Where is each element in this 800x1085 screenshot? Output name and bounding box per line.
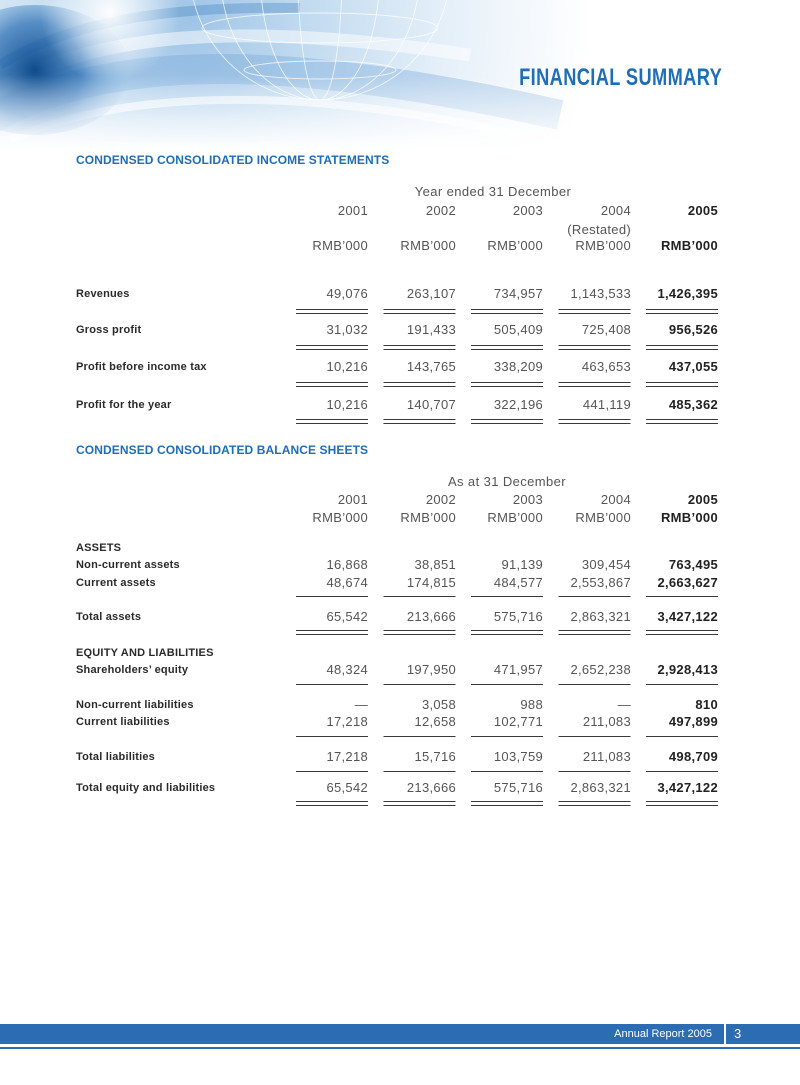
double-underline [296, 630, 718, 635]
value-cell: 2,863,321 [570, 609, 631, 624]
value-cell: 3,427,122 [657, 609, 718, 624]
value-cell: 441,119 [582, 397, 631, 412]
table-row [76, 575, 718, 591]
value-cell: 65,542 [326, 609, 368, 624]
value-cell: 1,426,395 [657, 286, 718, 301]
value-cell: 10,216 [326, 359, 368, 374]
unit-cell: RMB’000 [660, 238, 718, 253]
value-cell: 2,652,238 [570, 662, 631, 677]
row-label: Non-current assets [76, 559, 180, 571]
value-cell: 725,408 [581, 322, 631, 337]
value-cell: 191,433 [406, 322, 456, 337]
table-row [76, 780, 718, 796]
value-cell: 322,196 [493, 397, 543, 412]
unit-cell: RMB’000 [400, 238, 456, 253]
year-header-cell: 2002 [425, 492, 456, 507]
year-header-cell: 2005 [687, 492, 718, 507]
unit-cell: RMB’000 [487, 238, 543, 253]
table-row [76, 557, 718, 573]
value-cell: 463,653 [581, 359, 631, 374]
value-cell: 17,218 [326, 714, 368, 729]
value-cell: 16,868 [326, 557, 368, 572]
value-cell: 988 [520, 697, 543, 712]
double-underline [296, 801, 718, 806]
value-cell: 2,928,413 [657, 662, 718, 677]
report-name: Annual Report 2005 [614, 1028, 712, 1040]
period-label: Year ended 31 December [414, 184, 572, 199]
row-label: Non-current liabilities [76, 699, 194, 711]
row-label: Current assets [76, 577, 156, 589]
value-cell: 174,815 [406, 575, 456, 590]
value-cell: 17,218 [326, 749, 368, 764]
value-cell: 102,771 [493, 714, 543, 729]
single-underline [296, 596, 718, 597]
row-label: Current liabilities [76, 716, 170, 728]
table-row [76, 749, 718, 765]
single-underline [296, 736, 718, 737]
value-cell: — [354, 697, 368, 712]
table-row [76, 662, 718, 678]
value-cell: 497,899 [668, 714, 718, 729]
unit-cell: RMB’000 [312, 510, 368, 525]
value-cell: 437,055 [668, 359, 718, 374]
double-underline [296, 382, 718, 387]
double-underline [296, 309, 718, 314]
unit-cell: RMB’000 [575, 238, 631, 253]
row-label: Gross profit [76, 324, 142, 336]
value-cell: 575,716 [493, 609, 543, 624]
period-label: As at 31 December [447, 474, 567, 489]
value-cell: 65,542 [326, 780, 368, 795]
value-cell: 498,709 [668, 749, 718, 764]
table-row [76, 697, 718, 713]
value-cell: 263,107 [406, 286, 456, 301]
value-cell: 1,143,533 [570, 286, 631, 301]
unit-row [76, 510, 718, 526]
value-cell: 213,666 [406, 609, 456, 624]
row-label: Profit before income tax [76, 361, 207, 373]
table-row [76, 359, 718, 375]
assets-heading: ASSETS [76, 542, 122, 554]
value-cell: 309,454 [581, 557, 631, 572]
value-cell: 956,526 [668, 322, 718, 337]
value-cell: 31,032 [326, 322, 368, 337]
value-cell: 810 [695, 697, 718, 712]
year-header-cell: 2004 [600, 203, 631, 218]
table-row [76, 397, 718, 413]
single-underline [296, 684, 718, 685]
year-header-cell: 2004 [600, 492, 631, 507]
row-label: Total liabilities [76, 751, 155, 763]
footer-divider [724, 1024, 726, 1044]
table-row [76, 714, 718, 730]
value-cell: 49,076 [326, 286, 368, 301]
row-label: Total assets [76, 611, 142, 623]
unit-cell: RMB’000 [487, 510, 543, 525]
value-cell: 575,716 [493, 780, 543, 795]
value-cell: 48,674 [326, 575, 368, 590]
value-cell: 140,707 [406, 397, 456, 412]
value-cell: 3,427,122 [657, 780, 718, 795]
year-header-row [76, 492, 718, 508]
equity-liabilities-heading: EQUITY AND LIABILITIES [76, 647, 214, 659]
value-cell: 103,759 [493, 749, 543, 764]
value-cell: 2,863,321 [570, 780, 631, 795]
group-heading-row [76, 645, 718, 661]
unit-row [76, 238, 718, 254]
page-title: FINANCIAL SUMMARY [518, 64, 722, 91]
double-underline [296, 419, 718, 424]
value-cell: 10,216 [326, 397, 368, 412]
value-cell: 211,083 [582, 714, 631, 729]
value-cell: 484,577 [493, 575, 543, 590]
footer-bar [0, 1024, 800, 1044]
restated-note-row [76, 222, 718, 238]
value-cell: 485,362 [668, 397, 718, 412]
row-label: Total equity and liabilities [76, 782, 216, 794]
unit-cell: RMB’000 [312, 238, 368, 253]
value-cell: 3,058 [421, 697, 456, 712]
value-cell: 91,139 [501, 557, 543, 572]
table-row [76, 322, 718, 338]
value-cell: 143,765 [406, 359, 456, 374]
value-cell: 734,957 [493, 286, 543, 301]
table-row [76, 609, 718, 625]
year-header-row [76, 203, 718, 219]
year-header-cell: 2003 [512, 203, 543, 218]
single-underline [296, 771, 718, 772]
row-label: Profit for the year [76, 399, 172, 411]
value-cell: 38,851 [414, 557, 456, 572]
value-cell: 213,666 [406, 780, 456, 795]
year-header-cell: 2005 [687, 203, 718, 218]
footer-rule [0, 1047, 800, 1049]
year-header-cell: 2003 [512, 492, 543, 507]
value-cell: 505,409 [493, 322, 543, 337]
unit-cell: RMB’000 [400, 510, 456, 525]
income-statements-heading: CONDENSED CONSOLIDATED INCOME STATEMENTS [76, 153, 390, 167]
group-heading-row [76, 540, 718, 556]
row-label: Revenues [76, 288, 130, 300]
balance-sheets-heading: CONDENSED CONSOLIDATED BALANCE SHEETS [76, 443, 369, 457]
value-cell: 2,663,627 [657, 575, 718, 590]
year-header-cell: 2001 [337, 203, 368, 218]
value-cell: 15,716 [414, 749, 456, 764]
year-header-cell: 2002 [425, 203, 456, 218]
value-cell: 197,950 [406, 662, 456, 677]
page-number: 3 [734, 1026, 742, 1041]
unit-cell: RMB’000 [660, 510, 718, 525]
table-row [76, 286, 718, 302]
value-cell: 471,957 [493, 662, 543, 677]
value-cell: 12,658 [414, 714, 456, 729]
restated-note: (Restated) [567, 222, 631, 237]
value-cell: — [617, 697, 631, 712]
value-cell: 211,083 [582, 749, 631, 764]
unit-cell: RMB’000 [575, 510, 631, 525]
value-cell: 48,324 [326, 662, 368, 677]
value-cell: 338,209 [493, 359, 543, 374]
value-cell: 2,553,867 [570, 575, 631, 590]
row-label: Shareholders’ equity [76, 664, 189, 676]
double-underline [296, 345, 718, 350]
value-cell: 763,495 [668, 557, 718, 572]
year-header-cell: 2001 [337, 492, 368, 507]
